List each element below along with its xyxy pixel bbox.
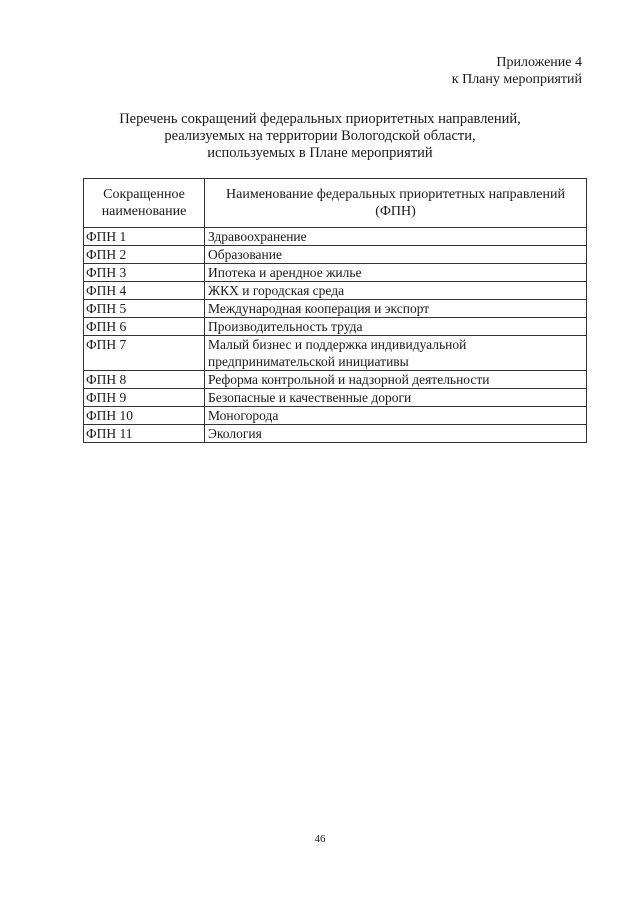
document-title: [60, 111, 580, 162]
appendix-number: Приложение 4: [496, 55, 582, 70]
row-name: Безопасные и качественные дороги: [205, 389, 587, 407]
table-row: [84, 425, 587, 443]
title-line-3: используемых в Плане мероприятий: [207, 145, 433, 161]
row-name: Международная кооперация и экспорт: [205, 300, 587, 318]
row-code: ФПН 11: [84, 425, 205, 443]
fpn-abbreviations-table: [83, 178, 587, 443]
row-name: Моногорода: [205, 407, 587, 425]
row-name: Ипотека и арендное жилье: [205, 264, 587, 282]
page-number: 46: [314, 833, 326, 845]
row-code: ФПН 10: [84, 407, 205, 425]
row-code: ФПН 8: [84, 371, 205, 389]
appendix-label: [452, 54, 582, 88]
row-code: ФПН 1: [84, 228, 205, 246]
table-row: [84, 264, 587, 282]
table-header-row: [84, 179, 587, 228]
header-full-name: Наименование федеральных приоритетных направлений (ФПН): [205, 179, 587, 228]
table-row: [84, 228, 587, 246]
table-row: [84, 300, 587, 318]
table-row: [84, 371, 587, 389]
appendix-reference: к Плану мероприятий: [451, 72, 582, 87]
row-code: ФПН 2: [84, 246, 205, 264]
row-code: ФПН 9: [84, 389, 205, 407]
row-name: Малый бизнес и поддержка индивидуальной предпринимательской инициативы: [205, 336, 587, 371]
row-name: Здравоохранение: [205, 228, 587, 246]
row-code: ФПН 7: [84, 336, 205, 371]
table-row: [84, 246, 587, 264]
row-code: ФПН 5: [84, 300, 205, 318]
table-row: [84, 336, 587, 371]
title-line-2: реализуемых на территории Вологодской области,: [164, 128, 476, 144]
row-name: Образование: [205, 246, 587, 264]
title-line-1: Перечень сокращений федеральных приоритетных направлений,: [119, 111, 521, 127]
table-row: [84, 318, 587, 336]
row-code: ФПН 4: [84, 282, 205, 300]
table-row: [84, 389, 587, 407]
row-name: Производительность труда: [205, 318, 587, 336]
row-code: ФПН 3: [84, 264, 205, 282]
table-row: [84, 407, 587, 425]
table-row: [84, 282, 587, 300]
row-name: Экология: [205, 425, 587, 443]
row-code: ФПН 6: [84, 318, 205, 336]
row-name: ЖКХ и городская среда: [205, 282, 587, 300]
header-short-name: Сокращенное наименование: [84, 179, 205, 228]
row-name: Реформа контрольной и надзорной деятельности: [205, 371, 587, 389]
